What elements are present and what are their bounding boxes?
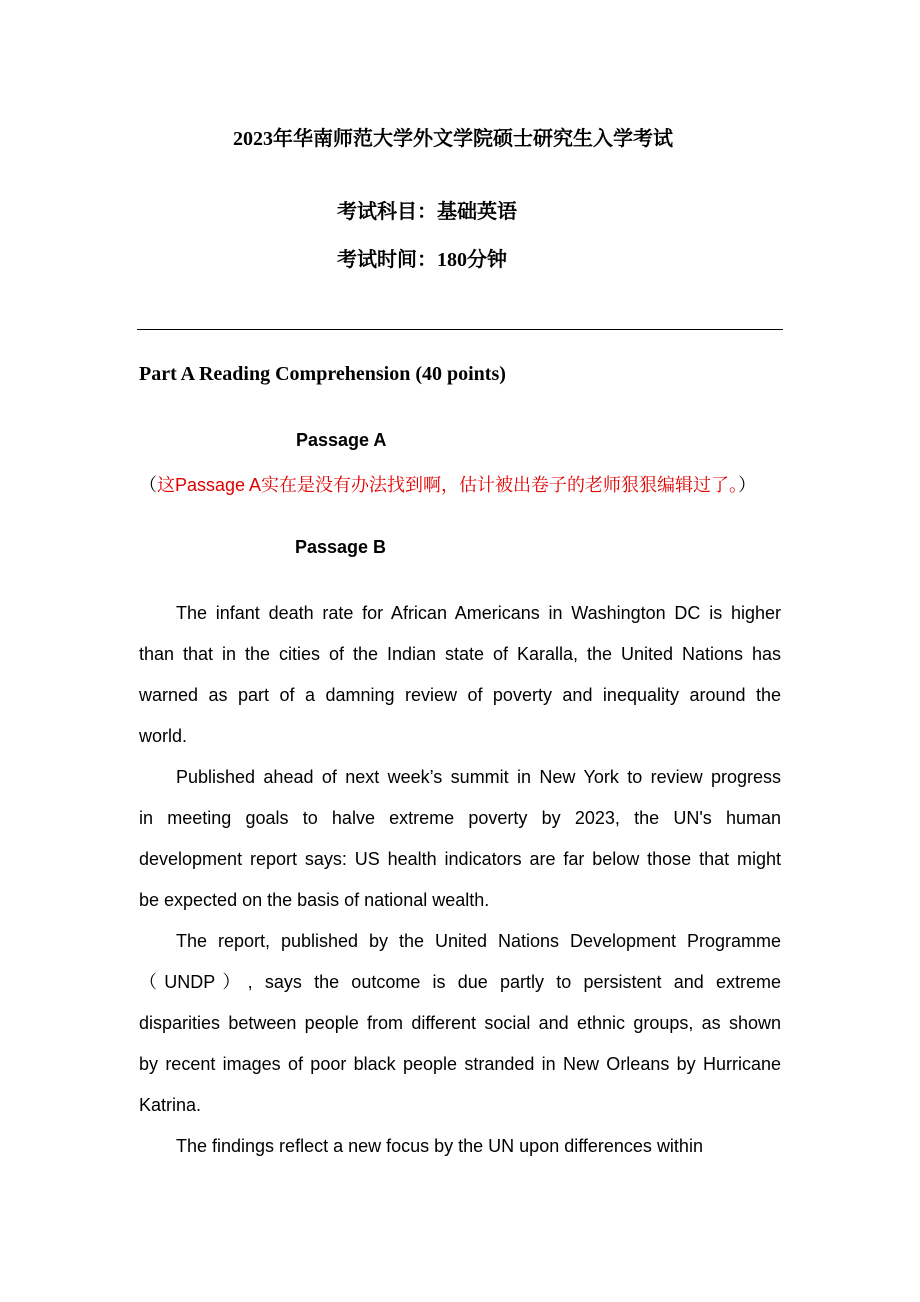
- text-line: warned as part of a damning review of poverty and inequality around the: [139, 685, 781, 705]
- text-line: by recent images of poor black people stranded in New Orleans by Hurricane: [139, 1054, 781, 1074]
- note-paren-open: （: [139, 475, 157, 495]
- passage-a-title: Passage A: [296, 430, 387, 450]
- text-line: be expected on the basis of national wealth.: [139, 890, 490, 910]
- passage-b-title: Passage B: [295, 537, 387, 557]
- note-paren-close: ）: [738, 475, 757, 495]
- paragraph: [139, 764, 781, 928]
- passage-b-body: [139, 600, 781, 1174]
- text-line: The findings reflect a new focus by the UN upon differences within: [176, 1136, 703, 1156]
- divider: [137, 329, 783, 330]
- paragraph: [139, 600, 781, 764]
- text-line: （UNDP）, says the outcome is due partly to persistent and extreme: [139, 972, 781, 992]
- section-heading: Part A Reading Comprehension (40 points): [139, 363, 506, 385]
- text-line: world.: [139, 726, 188, 746]
- text-line: disparities between people from different social and ethnic groups, as shown: [139, 1013, 781, 1033]
- text-line: Katrina.: [139, 1095, 202, 1115]
- paragraph: [139, 1133, 781, 1174]
- text-line: development report says: US health indicators are far below those that might: [139, 849, 781, 869]
- exam-time: 考试时间：180分钟: [337, 249, 507, 271]
- paragraph: [139, 928, 781, 1133]
- text-line: than that in the cities of the Indian state of Karalla, the United Nations has: [139, 644, 781, 664]
- note-text: 这Passage A实在是没有办法找到啊，估计被出卷子的老师狠狠编辑过了。: [157, 475, 739, 495]
- text-line: in meeting goals to halve extreme poverty by 2023, the UN's human: [139, 808, 781, 828]
- text-line: Published ahead of next week’s summit in New York to review progress: [176, 767, 781, 787]
- passage-a-note: [139, 471, 756, 497]
- text-line: The infant death rate for African Americans in Washington DC is higher: [176, 603, 781, 623]
- text-line: The report, published by the United Nations Development Programme: [176, 931, 781, 951]
- exam-subject: 考试科目：基础英语: [337, 201, 517, 223]
- exam-title: 2023年华南师范大学外文学院硕士研究生入学考试: [233, 128, 673, 150]
